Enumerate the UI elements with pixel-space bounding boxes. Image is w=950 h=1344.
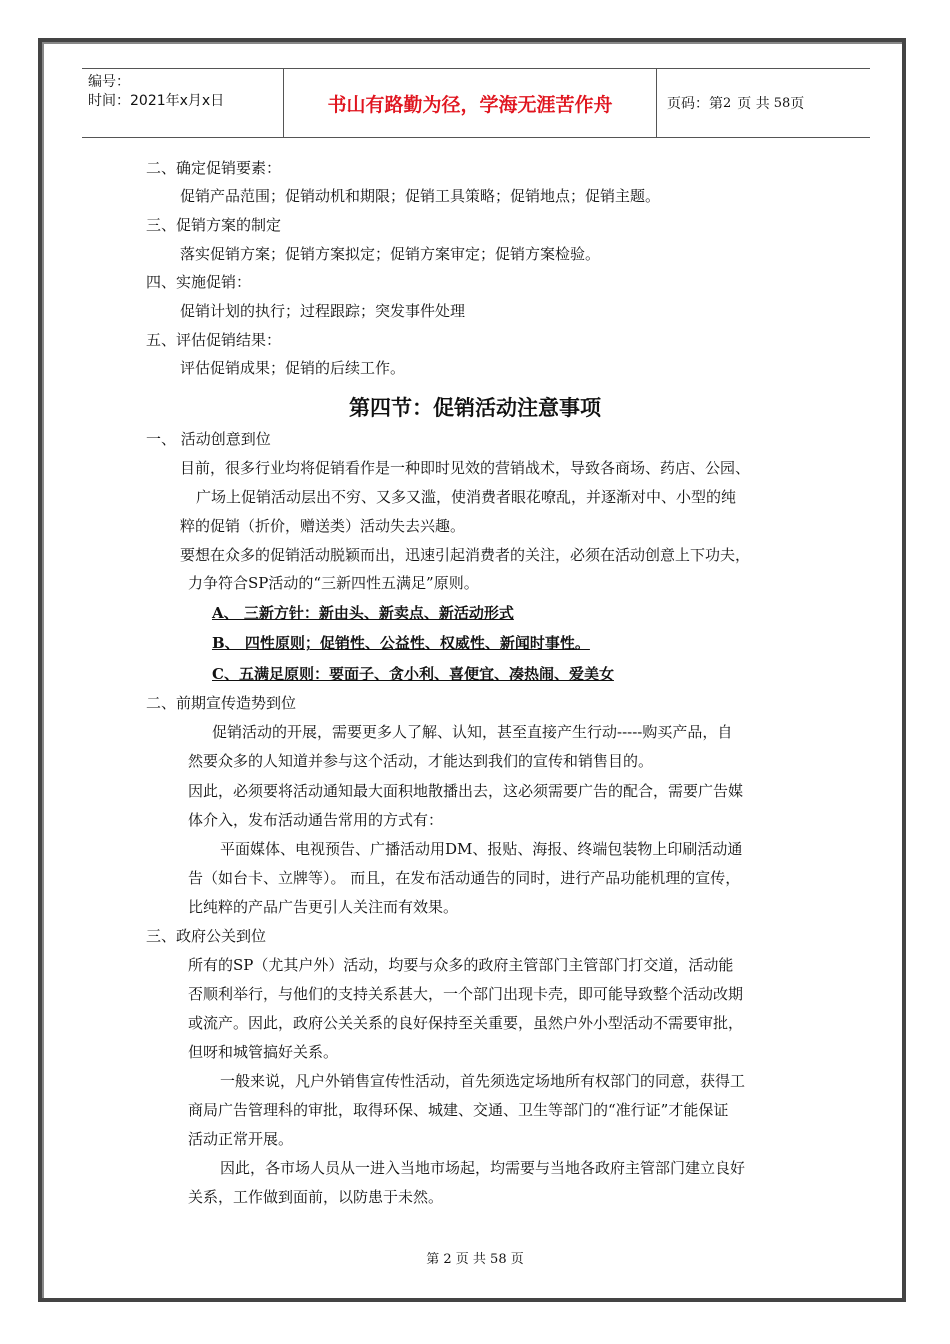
paragraph-line: 或流产。因此，政府公关关系的良好保持至关重要，虽然户外小型活动不需要审批， xyxy=(188,1014,744,1032)
subheading: 三、政府公关到位 xyxy=(146,927,267,945)
paragraph-line: 促销活动的开展，需要更多人了解、认知，甚至直接产生行动-----购买产品，自 xyxy=(212,723,733,741)
time-label: 时间：2021年x月x日 xyxy=(88,93,225,109)
paragraph-line: 体介入，发布活动通告常用的方式有： xyxy=(188,811,444,829)
page-header xyxy=(82,68,870,138)
heading-five: 五、评估促销结果： xyxy=(146,331,282,349)
paragraph-line: 因此，各市场人员从一进入当地市场起，均需要与当地各政府主管部门建立良好 xyxy=(220,1159,746,1177)
paragraph-line: 一般来说，凡户外销售宣传性活动，首先须选定场地所有权部门的同意，获得工 xyxy=(220,1072,746,1090)
page-prefix: 页码：第 xyxy=(667,96,723,112)
subheading: 二、前期宣传造势到位 xyxy=(146,694,297,712)
paragraph-line: 否顺利举行，与他们的支持关系甚大，一个部门出现卡壳，即可能导致整个活动改期 xyxy=(188,985,744,1003)
heading-three: 三、促销方案的制定 xyxy=(146,216,282,234)
heading-two: 二、确定促销要素： xyxy=(146,159,282,177)
principle-b: B、 四性原则；促销性、公益性、权威性、新闻时事性。 xyxy=(212,634,590,652)
paragraph-line: 力争符合SP活动的“三新四性五满足”原则。 xyxy=(188,574,479,592)
paragraph: 促销计划的执行；过程跟踪；突发事件处理 xyxy=(180,302,466,320)
page-suffix: 页 xyxy=(790,96,805,112)
paragraph: 促销产品范围；促销动机和期限；促销工具策略；促销地点；促销主题。 xyxy=(180,187,661,205)
page-footer: 第 2 页 共 58 页 xyxy=(426,1252,524,1267)
page-num: 2 xyxy=(723,95,732,111)
paragraph-line: 因此，必须要将活动通知最大面积地散播出去，这必须需要广告的配合，需要广告媒 xyxy=(188,782,744,800)
page-mid: 页 共 xyxy=(737,96,770,112)
heading-four: 四、实施促销： xyxy=(146,273,252,291)
page-indicator xyxy=(657,69,870,137)
paragraph-line: 所有的SP（尤其户外）活动，均要与众多的政府主管部门主管部门打交道，活动能 xyxy=(188,956,734,974)
paragraph-line: 然要众多的人知道并参与这个活动，才能达到我们的宣传和销售目的。 xyxy=(188,752,654,770)
paragraph-line: 比纯粹的产品广告更引人关注而有效果。 xyxy=(188,898,459,916)
paragraph-line: 关系，工作做到面前，以防患于未然。 xyxy=(188,1188,444,1206)
paragraph: 评估促销成果；促销的后续工作。 xyxy=(180,359,406,377)
motto: 书山有路勤为径，学海无涯苦作舟 xyxy=(284,69,657,137)
paragraph-line: 告（如台卡、立牌等）。 而且，在发布活动通告的同时，进行产品功能机理的宣传， xyxy=(188,869,741,887)
paragraph-line: 要想在众多的促销活动脱颖而出，迅速引起消费者的关注，必须在活动创意上下功夫， xyxy=(180,546,751,564)
paragraph-line: 平面媒体、电视预告、广播活动用DM、报贴、海报、终端包装物上印刷活动通 xyxy=(220,840,743,858)
section-title: 第四节：促销活动注意事项 xyxy=(349,396,601,420)
paragraph-line: 广场上促销活动层出不穷、又多又滥，使消费者眼花嘹乱，并逐渐对中、小型的纯 xyxy=(196,488,737,506)
paragraph-line: 粹的促销（折价，赠送类）活动失去兴趣。 xyxy=(180,517,466,535)
paragraph-line: 活动正常开展。 xyxy=(188,1130,294,1148)
subheading: 一、 活动创意到位 xyxy=(146,430,271,448)
number-label: 编号： xyxy=(88,74,130,90)
paragraph: 落实促销方案；促销方案拟定；促销方案审定；促销方案检验。 xyxy=(180,245,601,263)
paragraph-line: 商局广告管理科的审批，取得环保、城建、交通、卫生等部门的“准行证”才能保证 xyxy=(188,1101,729,1119)
page-total: 58 xyxy=(773,95,791,111)
paragraph-line: 目前，很多行业均将促销看作是一种即时见效的营销战术，导致各商场、药店、公园、 xyxy=(180,459,751,477)
principle-c: C、五满足原则：要面子、贪小利、喜便宜、凑热闹、爱美女 xyxy=(212,665,614,683)
principle-a: A、 三新方针：新由头、新卖点、新活动形式 xyxy=(212,604,514,622)
paragraph-line: 但呀和城管搞好关系。 xyxy=(188,1043,339,1061)
header-meta xyxy=(82,69,284,137)
